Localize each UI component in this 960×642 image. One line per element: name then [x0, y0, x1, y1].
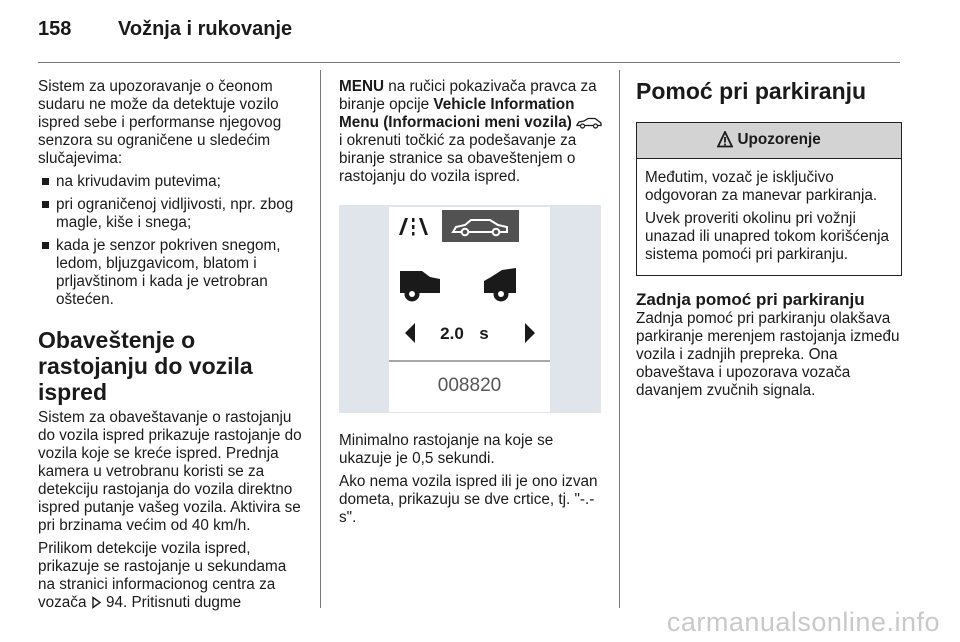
distance-display-figure: [339, 205, 601, 413]
warning-header: [637, 123, 901, 159]
odometer-readout: 008820: [437, 375, 502, 396]
list-item: na krivudavim putevima;: [38, 173, 306, 191]
column-divider: [320, 70, 321, 608]
intro-paragraph: Sistem za upozoravanje o čeonom sudaru ne može da detektuje vozilo ispred sebe i performanse njegovog senzora su ograničene u sledećim slučajevima:: [38, 78, 282, 167]
paragraph: Prilikom detekcije vozila ispred, prikazuje se rastojanje u sekundama na stranici informacionog centra za vozača 94. Pritisnuti dugme: [38, 540, 287, 611]
bullet-icon: [42, 201, 49, 208]
menu-button-label: MENU: [339, 78, 385, 95]
page-number: 158: [38, 18, 72, 40]
column-divider: [619, 70, 620, 608]
warning-box: [636, 122, 902, 276]
column-left: [38, 78, 306, 617]
figure-tab-underline: [389, 247, 550, 254]
menu-option-label: Vehicle Information Menu (Informacioni meni vozila): [339, 96, 575, 131]
subsection-heading: Zadnja pomoć pri parkiranju: [636, 290, 865, 309]
warning-body: [637, 159, 901, 275]
list-item: kada je senzor pokriven snegom, ledom, bljuzgavicom, blatom i prljavštinom i kada je vetrobran oštećen.: [38, 237, 306, 309]
paragraph: Minimalno rastojanje na koje se ukazuje je 0,5 sekundi.: [339, 432, 554, 467]
watermark: carmanualsonline.info: [666, 607, 940, 637]
bullet-icon: [42, 242, 49, 249]
warning-icon: [717, 131, 733, 148]
selected-tab: [442, 210, 519, 242]
page-reference[interactable]: 94. Pritisnuti dugme: [105, 594, 242, 611]
warning-title: Upozorenje: [737, 131, 821, 148]
figure-divider: [389, 360, 550, 362]
column-right: [636, 78, 902, 405]
bullet-icon: [42, 178, 49, 185]
section-heading: Pomoć pri parkiranju: [636, 78, 867, 104]
time-gap-unit: s: [479, 324, 489, 343]
warning-paragraph: Međutim, vozač je isključivo odgovoran za manevar parkiranja.: [645, 169, 878, 204]
car-icon: [576, 117, 602, 129]
paragraph: Sistem za obaveštavanje o rastojanju do vozila ispred prikazuje rastojanje do vozila koje se kreće ispred. Prednja kamera u vetrobranu koristi se za detekciju rastojanja do vozila direktno ispred putanje vašeg vozila. Aktivira se pri brzinama većim od 40 km/h.: [38, 409, 302, 534]
header-rule: [38, 62, 900, 63]
warning-paragraph: Uvek proveriti okolinu pri vožnji unazad ili unapred tokom korišćenja sistema pomoći pri parkiranju.: [645, 210, 890, 263]
list-item: pri ograničenoj vidljivosti, npr. zbog magle, kiše i snega;: [38, 196, 306, 232]
paragraph: Zadnja pomoć pri parkiranju olakšava parkiranje merenjem rastojanja između vozila i zadnjih prepreka. Ona obaveštava i upozorava vozača davanjem zvučnih signala.: [636, 310, 900, 399]
limitations-list: [38, 173, 306, 309]
chapter-title: Vožnja i rukovanje: [118, 18, 293, 40]
section-heading: Obaveštenje o rastojanju do vozila ispred: [38, 327, 253, 405]
column-middle: [339, 78, 603, 532]
paragraph: Ako nema vozila ispred ili je ono izvan dometa, prikazuju se dve crtice, tj. "-.- s".: [339, 473, 598, 526]
page-header: [38, 18, 292, 41]
page-reference-icon: [91, 596, 102, 609]
paragraph: MENU na ručici pokazivača pravca za biranje opcije Vehicle Information Menu (Informacioni meni vozila) i okrenuti točkić za podešavanje za biranje stranice sa obaveštenjem o rastojanju do vozila ispred.: [339, 78, 603, 186]
time-gap-value: 2.0: [440, 324, 464, 343]
